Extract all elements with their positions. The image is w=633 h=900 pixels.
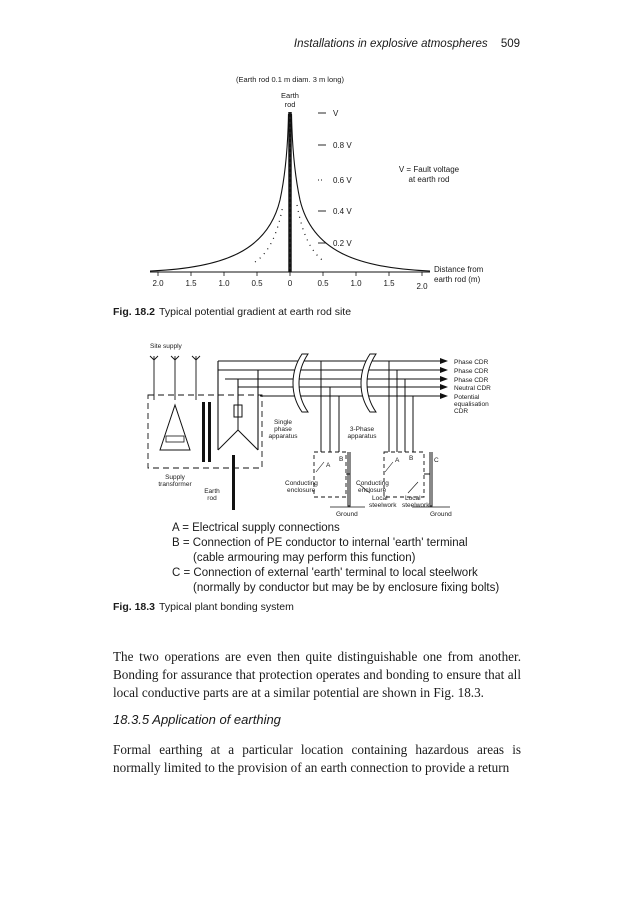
voltage-level: 0.4 V	[333, 207, 352, 216]
x-tick: 1.0	[350, 279, 362, 288]
x-tick: 2.0	[152, 279, 164, 288]
earth-rod-label: rod	[207, 495, 217, 502]
distance-label: earth rod (m)	[434, 275, 481, 284]
supply-earth-rod	[232, 455, 235, 510]
voltage-level: 0.8 V	[333, 141, 352, 150]
three-phase-enclosure	[384, 452, 424, 497]
potential-cdr-label: CDR	[454, 408, 469, 415]
site-supply-label: Site supply	[150, 343, 182, 350]
connection-a: A	[395, 457, 400, 464]
local-steelwork-label: steelwork	[402, 502, 430, 509]
paragraph-1: The two operations are even then quite distinguishable one from another. Bonding for assurance that protection operates and bonding to ensure that all local conductive parts are at a similar potential are shown in Fig. 18.3.	[113, 649, 521, 700]
conducting-enclosure-label: enclosure	[287, 487, 316, 494]
voltage-level: V	[333, 109, 339, 118]
primary-delta	[160, 405, 190, 450]
fault-voltage-note: at earth rod	[408, 175, 450, 184]
ground-label: Ground	[430, 511, 452, 518]
x-tick: 0	[287, 279, 293, 288]
earth-rod-note: (Earth rod 0.1 m diam. 3 m long)	[236, 75, 344, 84]
distance-label: Distance from	[434, 265, 484, 274]
single-phase-label: phase	[274, 426, 292, 433]
local-steelwork-label: Local	[372, 495, 388, 502]
conductor-bus	[218, 361, 440, 450]
legend-line-a: A = Electrical supply connections	[172, 522, 340, 534]
conductor-label: Phase CDR	[454, 377, 489, 384]
single-phase-label: apparatus	[268, 433, 298, 440]
caption-label: Fig. 18.3	[113, 601, 156, 613]
conductor-label: Neutral CDR	[454, 385, 491, 392]
connection-a: A	[326, 462, 331, 469]
legend-line-b: B = Connection of PE conductor to internal 'earth' terminal	[172, 537, 468, 549]
fig-18-2-caption	[113, 306, 351, 318]
supply-transformer-label: transformer	[158, 481, 192, 488]
page-number: 509	[500, 38, 520, 50]
legend-line-c: C = Connection of external 'earth' terminal to local steelwork	[172, 567, 478, 579]
three-phase-label: apparatus	[347, 433, 377, 440]
x-tick: 0.5	[317, 279, 329, 288]
voltage-level: 0.2 V	[333, 239, 352, 248]
conducting-enclosure-label: Conducting	[356, 480, 389, 487]
caption-text: Typical potential gradient at earth rod site	[159, 306, 352, 318]
voltage-level: 0.6 V	[333, 176, 352, 185]
conducting-enclosure-label: enclosure	[358, 487, 387, 494]
caption-label: Fig. 18.2	[113, 306, 156, 318]
single-phase-label: Single	[273, 419, 293, 426]
conducting-enclosure-label: Conducting	[285, 480, 318, 487]
x-tick: 1.0	[218, 279, 230, 288]
connection-c: C	[434, 457, 439, 464]
conductor-label: Phase CDR	[454, 368, 489, 375]
fault-voltage-note: V = Fault voltage	[398, 165, 460, 174]
local-steelwork-label: steelwork	[369, 502, 397, 509]
conductor-label: Phase CDR	[454, 359, 489, 366]
potential-cdr-label: Potential	[454, 394, 480, 401]
potential-cdr-label: equalisation	[454, 401, 489, 408]
rod-label: rod	[284, 100, 296, 109]
x-tick: 2.0	[416, 282, 428, 291]
x-tick: 0.5	[251, 279, 263, 288]
potential-gradient-figure	[0, 0, 633, 300]
earth-rod-label: Earth	[204, 488, 220, 495]
local-steelwork-label: Local	[405, 495, 421, 502]
legend-line-c-note: (normally by conductor but may be by enclosure fixing bolts)	[193, 582, 500, 594]
legend-line-b-note: (cable armouring may perform this function)	[193, 552, 416, 564]
secondary-star	[218, 400, 258, 450]
supply-transformer-label: Supply	[165, 474, 185, 481]
connection-b: B	[339, 456, 344, 463]
paragraph-2: Formal earthing at a particular location containing hazardous areas is normally limited to the provision of an earth connection to provide a return	[113, 742, 521, 775]
ground-label: Ground	[336, 511, 358, 518]
x-tick: 1.5	[383, 279, 395, 288]
bonding-legend	[172, 521, 499, 596]
running-title: Installations in explosive atmospheres	[293, 38, 488, 50]
connection-b: B	[409, 455, 414, 462]
plant-bonding-figure	[0, 330, 633, 530]
x-tick: 1.5	[185, 279, 197, 288]
fig-18-3-caption	[113, 601, 294, 613]
section-heading: 18.3.5 Application of earthing	[113, 712, 281, 727]
caption-text: Typical plant bonding system	[159, 601, 294, 613]
three-phase-label: 3-Phase	[349, 426, 375, 433]
earth-label: Earth	[281, 91, 299, 100]
